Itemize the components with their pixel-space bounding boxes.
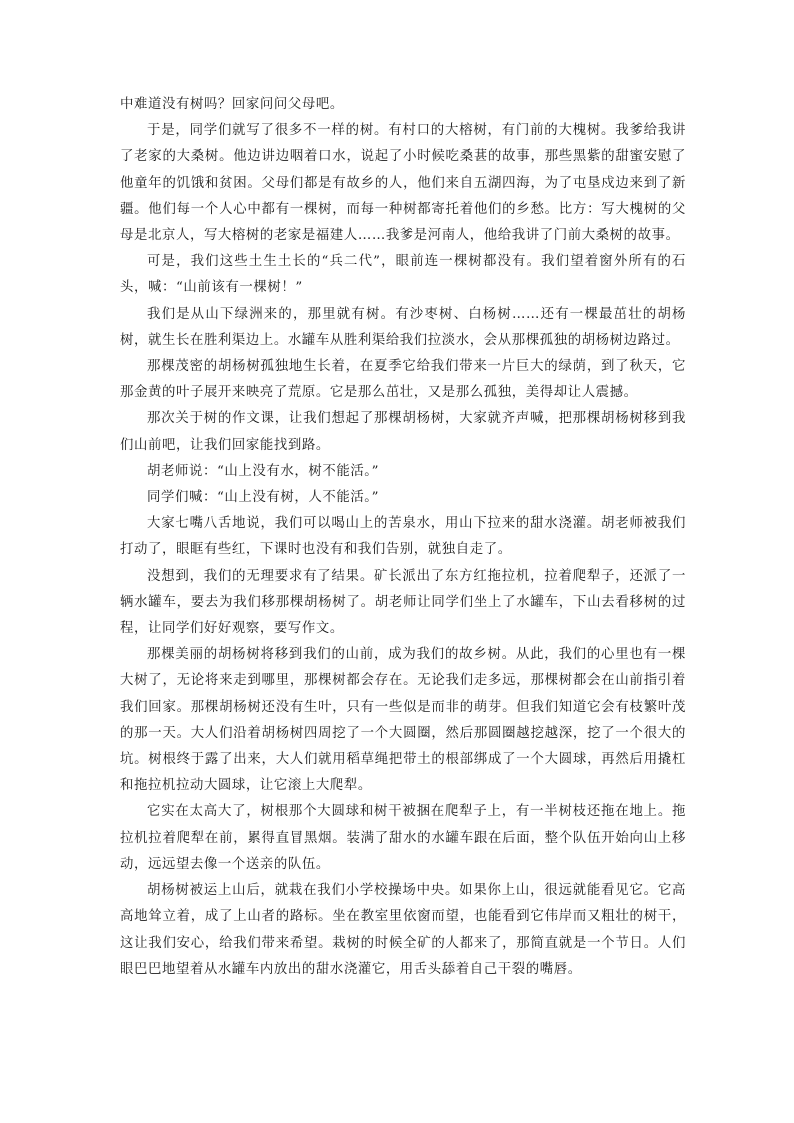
paragraph-7: 胡老师说：“山上没有水，树不能活。” xyxy=(147,463,380,479)
paragraph-3: 可是，我们这些土生土长的“兵二代”，眼前连一棵树都没有。我们望着窗外所有的石头，喊：“山前该有一棵树！” xyxy=(120,254,686,296)
paragraph-12: 它实在太高大了，树根那个大圆球和树干被捆在爬犁子上，有一半树枝还拖在地上。拖拉机拉着爬犁在前，累得直冒黑烟。装满了甜水的水罐车跟在后面，整个队伍开始向山上移动，远远望去像一个送亲的队伍。 xyxy=(120,804,686,872)
paragraph-2: 于是，同学们就写了很多不一样的树。有村口的大榕树，有门前的大槐树。我爹给我讲了老家的大桑树。他边讲边咽着口水，说起了小时候吃桑葚的故事，那些黑紫的甜蜜安慰了他童年的饥饿和贫困。父母们都是有故乡的人，他们来自五湖四海，为了屯垦戍边来到了新疆。他们每一个人心中都有一棵树，而每一种树都寄托着他们的乡愁。比方：写大槐树的父母是北京人，写大榕树的老家是福建人……我爹是河南人，他给我讲了门前大桑树的故事。 xyxy=(120,123,686,244)
essay-body xyxy=(120,92,686,983)
paragraph-10: 没想到，我们的无理要求有了结果。矿长派出了东方红拖拉机，拉着爬犁子，还派了一辆水罐车，要去为我们移那棵胡杨树了。胡老师让同学们坐上了水罐车，下山去看移树的过程，让同学们好好观察，要写作文。 xyxy=(120,568,686,637)
paragraph-13: 胡杨树被运上山后，就栽在我们小学校操场中央。如果你上山，很远就能看见它。它高高地耸立着，成了上山者的路标。坐在教室里依窗而望，也能看到它伟岸而又粗壮的树干，这让我们安心，给我们带来希望。栽树的时候全矿的人都来了，那简直就是一个节日。人们眼巴巴地望着从水罐车内放出的甜水浇灌它，用舌头舔着自己干裂的嘴唇。 xyxy=(120,883,686,977)
paragraph-6: 那次关于树的作文课，让我们想起了那棵胡杨树，大家就齐声喊，把那棵胡杨树移到我们山前吧，让我们回家能找到路。 xyxy=(120,411,686,453)
paragraph-4: 我们是从山下绿洲来的，那里就有树。有沙枣树、白杨树……还有一棵最茁壮的胡杨树，就生长在胜利渠边上。水罐车从胜利渠给我们拉淡水，会从那棵孤独的胡杨树边路过。 xyxy=(120,306,686,348)
paragraph-11: 那棵美丽的胡杨树将移到我们的山前，成为我们的故乡树。从此，我们的心里也有一棵大树了，无论将来走到哪里，那棵树都会存在。无论我们走多远，那棵树都会在山前指引着我们回家。那棵胡杨树还没有生叶，只有一些似是而非的萌芽。但我们知道它会有枝繁叶茂的那一天。大人们沿着胡杨树四周挖了一个大圆圈，然后那圆圈越挖越深，挖了一个很大的坑。树根终于露了出来，大人们就用稻草绳把带土的根部绑成了一个大圆球，再然后用撬杠和拖拉机拉动大圆球，让它滚上大爬犁。 xyxy=(120,647,686,794)
paragraph-5: 那棵茂密的胡杨树孤独地生长着，在夏季它给我们带来一片巨大的绿荫，到了秋天，它那金黄的叶子展开来映亮了荒原。它是那么茁壮，又是那么孤独，美得却让人震撼。 xyxy=(120,359,686,401)
paragraph-1: 中难道没有树吗？回家问问父母吧。 xyxy=(120,97,344,112)
paragraph-8: 同学们喊：“山上没有树，人不能活。” xyxy=(147,490,380,506)
paragraph-9: 大家七嘴八舌地说，我们可以喝山上的苦泉水，用山下拉来的甜水浇灌。胡老师被我们打动了，眼眶有些红，下课时也没有和我们告别，就独自走了。 xyxy=(120,516,686,558)
